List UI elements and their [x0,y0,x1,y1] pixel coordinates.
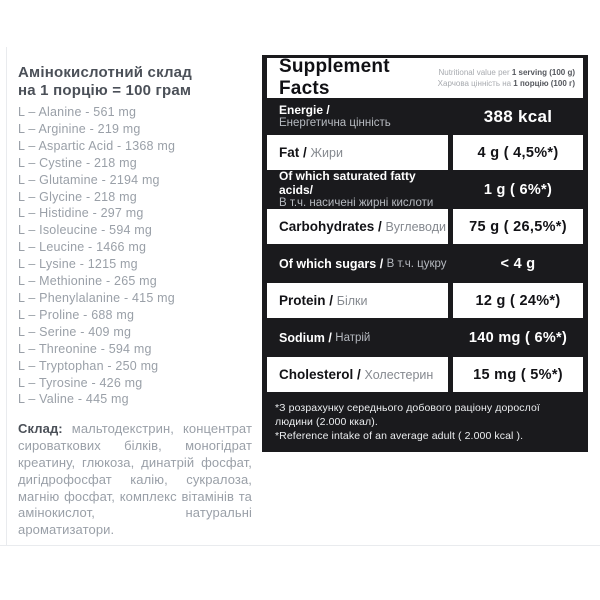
row-label-en: Energie / [279,103,330,117]
composition-text: мальтодекстрин, концентрат сироваткових білків, моногідрат креатину, глюкоза, динатрій фосфат, дигідрофосфат калію, сукралоза, магнію фосфат, комплекс вітамінів та амінокислот, натуральні ароматизатори. [18,421,252,538]
supplement-facts-panel [262,55,588,452]
row-label-sep: / [374,219,386,234]
card-bottom-border [0,545,600,546]
facts-row [267,283,583,318]
row-label [267,135,448,170]
amino-title [18,64,254,100]
serving-note-en: Nutritional value per 1 serving (100 g) [438,68,575,77]
facts-header [267,58,583,98]
row-label [267,209,448,244]
facts-row [267,244,583,283]
amino-list-item: L – Phenylalanine - 415 mg [18,290,175,305]
amino-list-item: L – Alanine - 561 mg [18,105,137,119]
amino-list-item: L – Cystine - 218 mg [18,155,137,170]
row-label-en: Cholesterol [279,367,354,382]
facts-title: Supplement Facts [279,56,390,99]
amino-list-item: L – Tryptophan - 250 mg [18,358,159,373]
facts-rows [267,98,583,392]
amino-list-item: L – Glycine - 218 mg [18,189,137,204]
serving-note [438,67,575,89]
row-label-sep: / [299,145,311,160]
footnote-ua: *З розрахунку середнього добового раціону дорослої людини (2.000 ккал). [275,402,540,428]
amino-list-item: L – Histidine - 297 mg [18,206,144,221]
composition-label: Склад: [18,421,63,437]
row-label-ua: Натрій [335,331,371,344]
row-label-ua: Білки [336,293,368,308]
amino-acid-list [18,104,254,408]
row-label-ua: В т.ч. цукру [386,257,447,270]
row-label-ua: Холестерин [364,367,434,382]
row-label-sep: / [325,293,337,308]
facts-row [267,318,583,357]
row-label [267,318,448,357]
row-value: 4 g ( 4,5%*) [453,135,583,170]
amino-title-line2: на 1 порцію = 100 грам [18,82,192,99]
row-value: 15 mg ( 5%*) [453,357,583,392]
footnote-en: *Reference intake of an average adult ( 2.000 kcal ). [275,429,524,442]
amino-list-item: L – Lysine - 1215 mg [18,257,138,272]
amino-list-item: L – Methionine - 265 mg [18,274,157,289]
row-label [267,244,448,283]
amino-list-item: L – Proline - 688 mg [18,307,135,322]
row-label-ua: Вуглеводи [385,219,446,234]
amino-title-line1: Амінокислотний склад [18,64,192,81]
row-label [267,98,448,135]
row-label-en: Of which sugars [279,256,377,271]
amino-list-item: L – Valine - 445 mg [18,392,129,407]
amino-acid-section [18,64,254,539]
row-value: < 4 g [500,255,536,272]
composition-paragraph [18,421,252,539]
amino-list-item: L – Aspartic Acid - 1368 mg [18,138,176,153]
row-value: 388 kcal [483,106,553,126]
facts-row [267,357,583,392]
row-label-sep: / [376,256,387,271]
row-label [267,170,448,209]
row-value: 1 g ( 6%*) [483,181,553,198]
card-left-border [6,47,7,545]
amino-list-item: L – Serine - 409 mg [18,324,132,339]
amino-list-item: L – Threonine - 594 mg [18,341,152,356]
row-label-en: Carbohydrates [279,219,375,234]
row-label-en: Fat [279,145,300,160]
row-label [267,283,448,318]
serving-note-ua: Харчова цінність на 1 порцію (100 г) [437,79,575,88]
row-label-en: Of which saturated fatty acids/ [279,169,416,197]
amino-list-item: L – Tyrosine - 426 mg [18,375,143,390]
row-label-ua: Жири [310,145,343,160]
row-value: 75 g ( 26,5%*) [453,209,583,244]
row-label-ua: Енергетична цінність [279,117,391,129]
facts-row [267,98,583,135]
row-label-sep: / [324,330,336,345]
facts-footnote [267,392,583,447]
row-value: 140 mg ( 6%*) [468,329,568,346]
row-label [267,357,448,392]
row-label-ua: В т.ч. насичені жирні кислоти [279,197,434,209]
row-value: 12 g ( 24%*) [453,283,583,318]
row-label-en: Sodium [279,330,325,345]
facts-row [267,209,583,244]
amino-list-item: L – Leucine - 1466 mg [18,240,147,255]
facts-row [267,170,583,209]
row-label-en: Protein [279,293,326,308]
row-label-sep: / [353,367,365,382]
facts-row [267,135,583,170]
amino-list-item: L – Glutamine - 2194 mg [18,172,160,187]
amino-list-item: L – Isoleucine - 594 mg [18,223,153,238]
amino-list-item: L – Arginine - 219 mg [18,121,141,136]
